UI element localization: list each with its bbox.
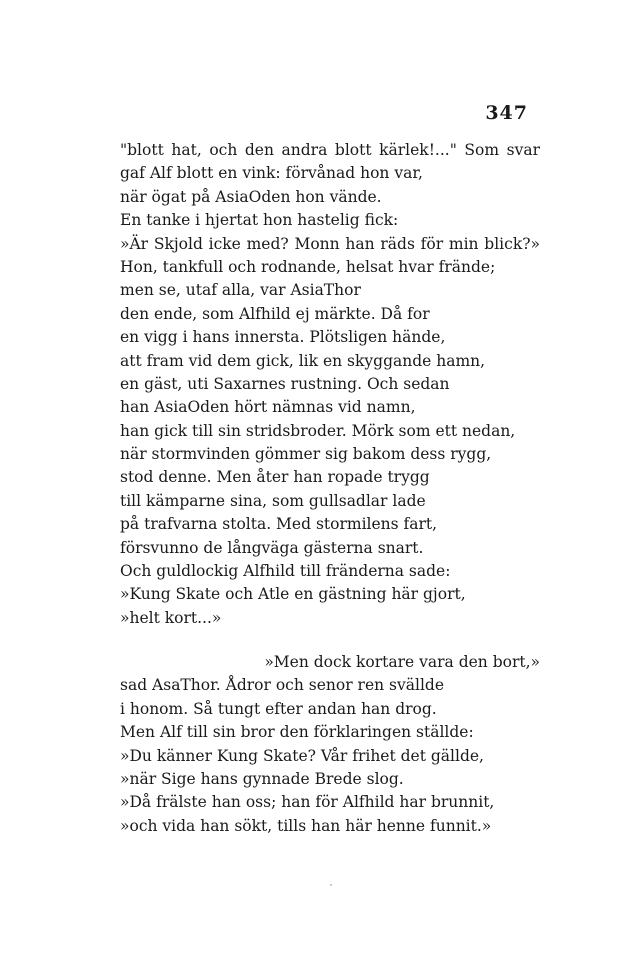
verse-line: Och guldlockig Alfhild till fränderna sade:: [120, 562, 451, 581]
verse-line: den ende, som Alfhild ej märkte. Då for: [120, 304, 430, 323]
verse-line: han gick till sin stridsbroder. Mörk som ett nedan,: [120, 421, 516, 440]
verse-line: »Är Skjold icke med? Monn han räds för min blick?»: [120, 234, 540, 253]
verse-line: på trafvarna stolta. Med stormilens fart,: [120, 515, 438, 534]
page-number: 347: [485, 102, 528, 124]
verse-line: i honom. Så tungt efter andan han drog.: [120, 699, 437, 718]
verse-line: Hon, tankfull och rodnande, helsat hvar frände;: [120, 257, 496, 276]
verse-line: när stormvinden gömmer sig bakom dess rygg,: [120, 445, 492, 464]
verse-line: men se, utaf alla, var AsiaThor: [120, 281, 361, 300]
paper-speck: [330, 884, 332, 886]
verse-line: gaf Alf blott en vink: förvånad hon var,: [120, 164, 423, 183]
verse-line: En tanke i hjertat hon hastelig fick:: [120, 211, 399, 230]
verse-line: att fram vid dem gick, lik en skyggande hamn,: [120, 351, 486, 370]
verse-line: en vigg i hans innersta. Plötsligen hände,: [120, 328, 446, 347]
verse-line: sad AsaThor. Ådror och senor ren svällde: [120, 676, 444, 695]
verse-line: stod denne. Men åter han ropade trygg: [120, 468, 430, 487]
verse-line: till kämparne sina, som gullsadlar lade: [120, 491, 426, 510]
verse-line: »och vida han sökt, tills han här henne funnit.»: [120, 816, 492, 835]
stanza-1: [120, 139, 540, 630]
verse-line: »Kung Skate och Atle en gästning här gjort,: [120, 585, 466, 604]
stanza-2: [120, 651, 540, 838]
verse-line: »Då frälste han oss; han för Alfhild har brunnit,: [120, 793, 495, 812]
verse-line: när ögat på AsiaOden hon vände.: [120, 187, 382, 206]
verse-line: en gäst, uti Saxarnes rustning. Och sedan: [120, 374, 450, 393]
verse-line: »Du känner Kung Skate? Vår frihet det gällde,: [120, 746, 484, 765]
verse-line: »när Sige hans gynnade Brede slog.: [120, 769, 404, 788]
verse-line: Men Alf till sin bror den förklaringen ställde:: [120, 723, 474, 742]
verse-line: »Men dock kortare vara den bort,»: [264, 653, 540, 671]
verse-line: »helt kort...»: [120, 608, 222, 627]
verse-line: "blott hat, och den andra blott kärlek!..." Som svar: [120, 141, 540, 159]
verse-line: han AsiaOden hört nämnas vid namn,: [120, 398, 416, 417]
verse-line: försvunno de långväga gästerna snart.: [120, 538, 424, 557]
